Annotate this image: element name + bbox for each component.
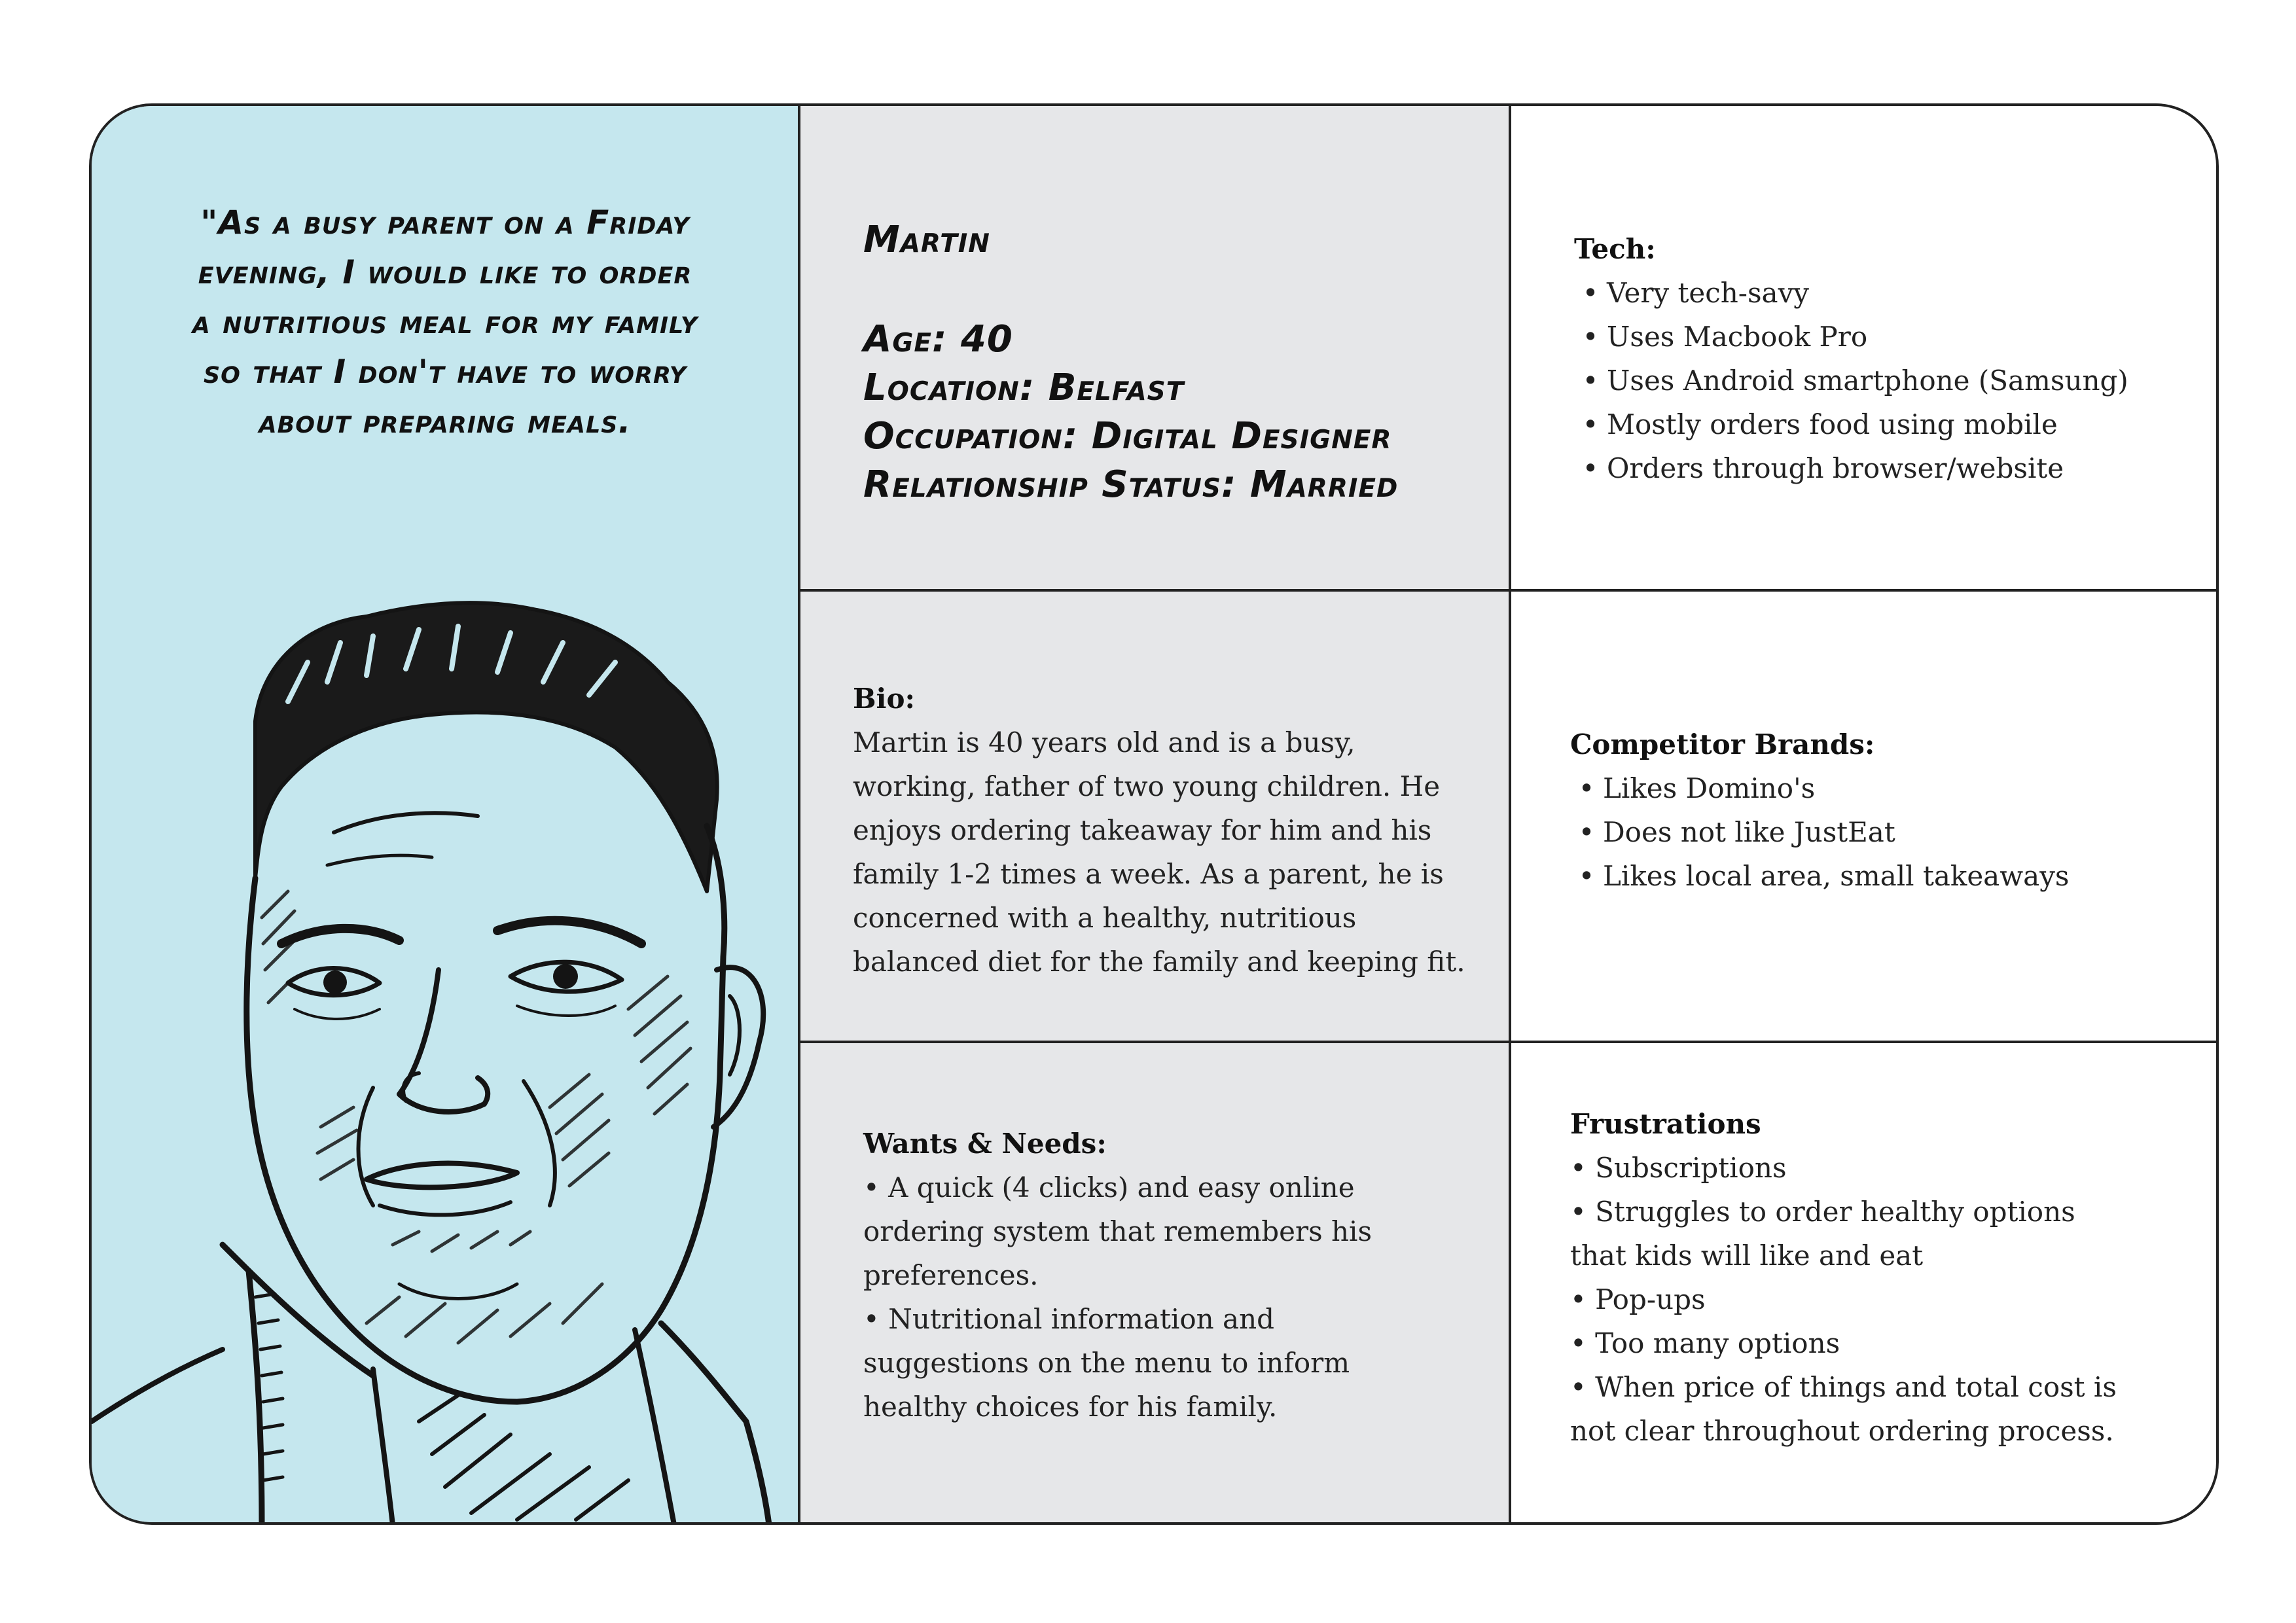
list-item [1570,766,2069,810]
wants-content [863,1122,1372,1429]
persona-name: Martin [863,219,990,261]
wants-line: suggestions on the menu to inform [863,1347,1350,1379]
quote-line: evening, I would like to order [198,253,692,291]
list-item [1574,271,2128,315]
bio-line: balanced diet for the family and keeping fit. [853,946,1465,978]
bullet-icon: • [1582,408,1599,440]
frustrations-panel [1511,1043,2219,1525]
competitor-title: Competitor Brands: [1570,728,1875,760]
tech-item: Mostly orders food using mobile [1607,408,2058,440]
bio-title: Bio: [853,683,915,715]
quote-line: a nutritious meal for my family [192,303,698,341]
wants-needs-panel [800,1043,1511,1525]
bio-content [853,677,1465,984]
list-item [1570,810,2069,854]
tech-item: Very tech-savy [1607,277,1810,309]
bio-line: enjoys ordering takeaway for him and his [853,814,1432,846]
list-item [1574,402,2128,446]
list-item [1574,359,2128,402]
quote-line: so that I don't have to worry [203,353,687,391]
wants-text [863,1166,1372,1429]
list-item [1570,854,2069,898]
competitor-item: Likes Domino's [1603,772,1816,804]
wants-line: healthy choices for his family. [863,1391,1278,1423]
tech-item: Uses Android smartphone (Samsung) [1607,365,2128,397]
bullet-icon: • [1582,321,1599,353]
bullet-icon: • [1578,860,1595,892]
bullet-icon: • [1582,277,1599,309]
persona-relationship: Relationship Status: Married [863,463,1399,506]
frustrations-title: Frustrations [1570,1108,1761,1140]
tech-item: Orders through browser/website [1607,452,2064,484]
frustrations-text [1570,1146,2117,1453]
quote-line: "As a busy parent on a Friday [200,204,690,241]
wants-line: • Nutritional information and [863,1303,1275,1335]
bio-text [853,721,1465,984]
bullet-icon: • [1582,452,1599,484]
wants-line: preferences. [863,1259,1039,1291]
persona-details [863,315,1398,509]
frustration-line: not clear throughout ordering process. [1570,1415,2114,1447]
persona-location: Location: Belfast [863,366,1185,409]
list-item [1574,315,2128,359]
frustration-line: • Struggles to order healthy options [1570,1196,2075,1228]
wants-title: Wants & Needs: [863,1128,1107,1160]
frustration-line: • Pop-ups [1570,1283,1706,1315]
portrait-illustration [92,551,798,1525]
hair-shape [255,603,717,891]
bullet-icon: • [1578,816,1595,848]
persona-card [89,103,2219,1525]
persona-occupation: Occupation: Digital Designer [863,415,1392,457]
persona-age: Age: 40 [863,318,1013,361]
frustration-line: that kids will like and eat [1570,1240,1924,1272]
tech-title: Tech: [1574,233,1656,265]
tech-content [1574,227,2128,490]
bio-panel [800,592,1511,1043]
competitor-brands-panel [1511,592,2219,1043]
bio-line: concerned with a healthy, nutritious [853,902,1357,934]
head-outline [247,826,725,1402]
competitor-item: Does not like JustEat [1603,816,1895,848]
frustration-line: • Too many options [1570,1327,1840,1359]
bio-line: Martin is 40 years old and is a busy, [853,726,1355,758]
wants-line: ordering system that remembers his [863,1215,1372,1247]
list-item [1574,446,2128,490]
bullet-icon: • [1578,772,1595,804]
profile-panel [800,106,1511,592]
competitor-item: Likes local area, small takeaways [1603,860,2070,892]
frustration-line: • Subscriptions [1570,1152,1787,1184]
frustration-line: • When price of things and total cost is [1570,1371,2117,1403]
tech-item: Uses Macbook Pro [1607,321,1868,353]
bullet-icon: • [1582,365,1599,397]
frustrations-content [1570,1102,2117,1453]
tech-panel [1511,106,2219,592]
competitor-list [1570,766,2069,898]
persona-quote [111,198,779,446]
quote-line: about preparing meals. [259,402,632,440]
wants-line: • A quick (4 clicks) and easy online [863,1171,1355,1204]
bio-line: family 1-2 times a week. As a parent, he is [853,858,1444,890]
competitor-content [1570,722,2069,898]
bio-line: working, father of two young children. He [853,770,1441,802]
mouth [367,1164,517,1188]
tech-list [1574,271,2128,490]
quote-column [92,106,800,1522]
